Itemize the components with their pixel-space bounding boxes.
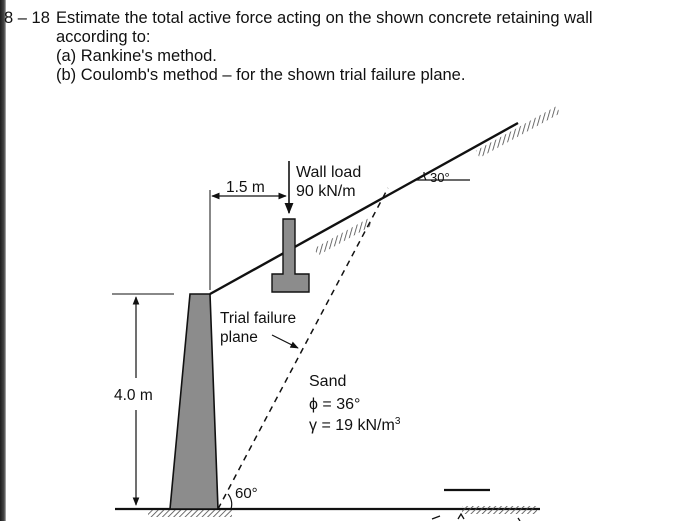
base-angle-arc	[228, 494, 232, 509]
ground-hatch-left	[148, 510, 232, 517]
trial-failure-plane	[218, 188, 388, 509]
wall-load-label-1: Wall load	[296, 164, 362, 181]
concrete-wall	[170, 294, 218, 509]
wall-load-label-2: 90 kN/m	[296, 183, 356, 200]
slope-angle-label: 30°	[430, 170, 450, 185]
problem-number: 8 – 18	[4, 9, 50, 27]
trial-plane-label-1: Trial failure	[220, 310, 297, 327]
offset-label: 1.5 m	[226, 179, 265, 196]
cut-off-marks	[432, 514, 520, 521]
part-b: (b) Coulomb's method – for the shown trial failure plane.	[56, 66, 466, 84]
problem-statement-cont: according to:	[56, 28, 151, 46]
part-a: (a) Rankine's method.	[56, 47, 217, 65]
unit-weight: γ = 19 $kN/m^3$	[309, 416, 401, 434]
height-label: 4.0 m	[114, 387, 153, 404]
problem-statement: Estimate the total active force acting on the shown concrete retaining wall	[56, 9, 593, 27]
base-angle-label: 60°	[235, 485, 258, 502]
backfill-surface	[210, 123, 518, 294]
ground-hatch-right	[462, 506, 537, 514]
friction-angle: ϕ = 36°	[309, 396, 361, 413]
surface-hatch-1	[314, 218, 372, 255]
soil-name: Sand	[309, 373, 347, 390]
trial-plane-label-2: plane	[220, 329, 258, 346]
surface-hatch-2	[476, 106, 560, 158]
trial-plane-pointer-arrow	[272, 335, 298, 348]
